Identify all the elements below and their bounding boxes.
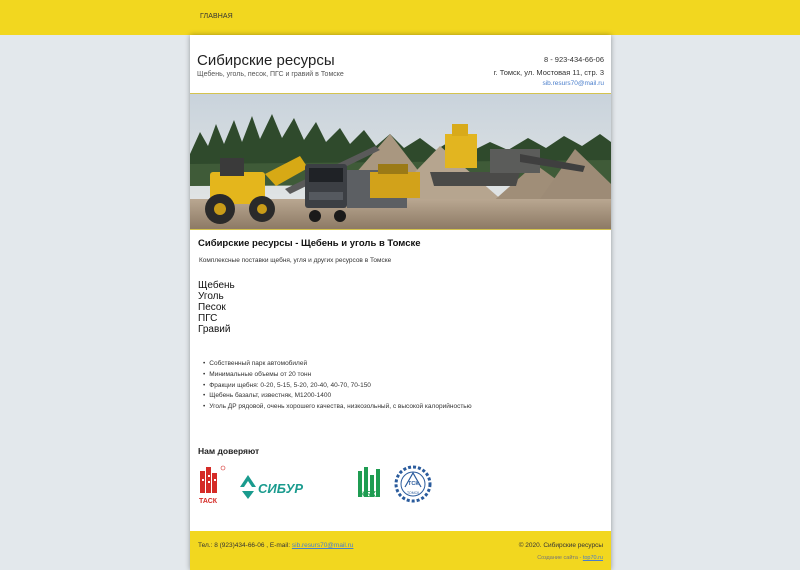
product-item: Песок	[198, 302, 226, 313]
svg-text:ЖБК: ЖБК	[358, 490, 376, 499]
header-email-link[interactable]: sib.resurs70@mail.ru	[542, 80, 604, 87]
feature-item: • Собственный парк автомобилей	[203, 359, 472, 370]
footer-phone-text: Тел.: 8 (923)434-66-06 , E-mail:	[198, 542, 292, 549]
svg-text:ТСК: ТСК	[408, 481, 419, 487]
site-footer	[190, 531, 611, 570]
feature-item: • Щебень базальт, известняк, М1200-1400	[203, 391, 472, 402]
footer-developer-link[interactable]: top70.ru	[582, 555, 603, 561]
svg-text:ТАСК: ТАСК	[199, 498, 218, 505]
feature-item: • Фракции щебня: 0-20, 5-15, 5-20, 20-40, 40-70, 70-150	[203, 381, 472, 392]
product-item: ПГС	[198, 313, 218, 324]
site-title: Сибирские ресурсы	[197, 52, 335, 69]
top-navigation-bar	[0, 0, 800, 35]
hero-quarry-illustration	[190, 94, 611, 229]
footer-copyright: © 2020. Сибирские ресурсы	[518, 542, 603, 549]
site-header	[190, 35, 611, 94]
hero-banner-image	[190, 94, 611, 230]
feature-item: • Уголь ДР рядовой, очень хорошего качества, низкозольный, с высокой калорийностью	[203, 402, 472, 413]
footer-made-by	[537, 555, 603, 561]
partner-logos	[198, 465, 603, 505]
product-list	[198, 280, 235, 335]
main-heading: Сибирские ресурсы - Щебень и уголь в Томске	[198, 238, 421, 249]
trust-heading: Нам доверяют	[198, 446, 260, 456]
header-phone: 8 - 923-434-66-06	[543, 55, 604, 64]
site-tagline: Щебень, уголь, песок, ПГС и гравий в Томске	[197, 71, 344, 78]
svg-text:ТОМСК: ТОМСК	[407, 491, 420, 495]
svg-text:СИБУР: СИБУР	[258, 481, 304, 496]
tsk-logo	[396, 467, 430, 501]
feature-item: • Минимальные объемы от 20 тонн	[203, 370, 472, 381]
intro-text: Комплексные поставки щебня, угля и других ресурсов в Томске	[199, 257, 392, 264]
product-item: Щебень	[198, 280, 235, 291]
header-address: г. Томск, ул. Мостовая 11, стр. 3	[493, 68, 604, 77]
task-logo	[199, 466, 225, 505]
footer-made-prefix: Создание сайта -	[537, 555, 583, 561]
footer-contacts	[198, 542, 353, 549]
product-item: Гравий	[198, 324, 231, 335]
partner-logos-strip	[198, 465, 438, 509]
feature-list	[203, 359, 472, 413]
footer-email-link[interactable]: sib.resurs70@mail.ru	[291, 542, 354, 549]
zhbk-logo	[357, 467, 380, 499]
nav-home-link[interactable]: ГЛАВНАЯ	[200, 13, 233, 20]
product-item: Уголь	[198, 291, 224, 302]
sibur-logo	[240, 475, 303, 499]
page-container	[190, 35, 611, 570]
